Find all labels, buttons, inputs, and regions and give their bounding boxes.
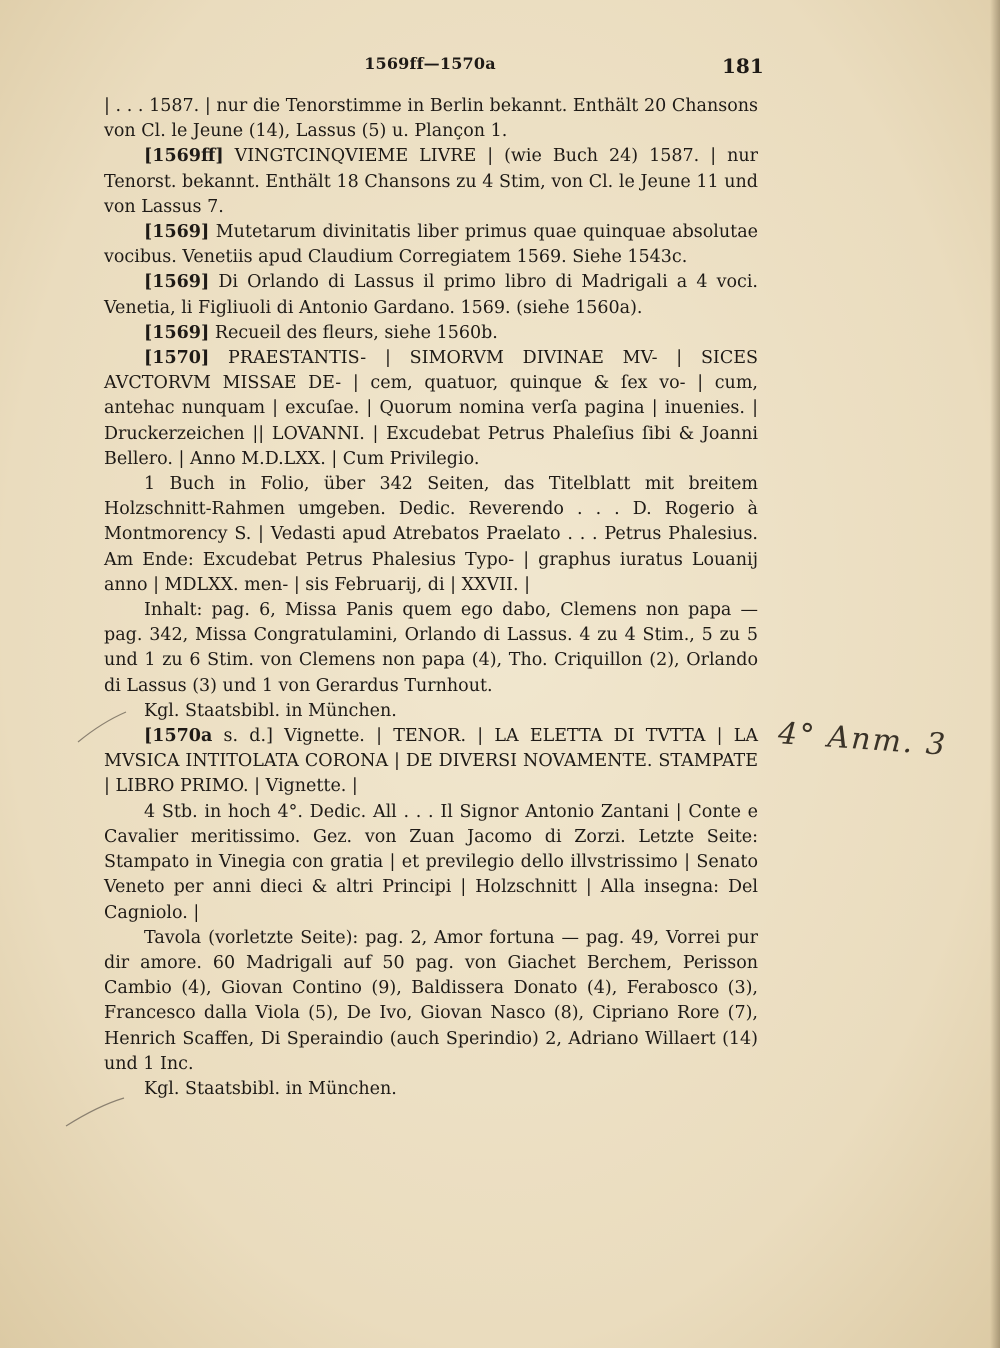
entry-1569-recueil <box>104 321 758 346</box>
entry-1569-lassus <box>104 270 758 320</box>
entry-key: [1570] <box>144 348 210 369</box>
entry-1570 <box>104 346 758 472</box>
entry-text: s. d.] Vignette. | TENOR. | LA ELETTA DI TVTTA | LA MVSICA INTITOLATA CORONA | DE DIVERSI NOVAMENTE. STAMPATE | LIBRO PRIMO. | Vignette. | <box>104 726 758 797</box>
entry-1569-mutetarum <box>104 220 758 270</box>
entry-text: PRAESTANTIS- | SIMORVM DIVINAE MV- | SICES AVCTORVM MISSAE DE- | cem, quatuor, quinque & ſex vo- | cum, antehac nunquam | excuſae. | Quorum nomina verſa pagina | inuenies. | Druckerzeichen || LOVANNI. | Excudebat Petrus Phaleſius ſibi & Joanni Bellero. | Anno M.D.LXX. | Cum Privilegio. <box>104 348 758 469</box>
entry-description: 1 Buch in Folio, über 342 Seiten, das Titelblatt mit breitem Holzschnitt-Rahmen umgeben. Dedic. Reverendo . . . D. Rogerio à Montmorency S. | Vedasti apud Atrebatos Praelato . . . Petrus Phalesius. Am Ende: Excudebat Petrus Phalesius Typo- | graphus iuratus Louanij anno | MDLXX. men- | sis Februarij, di | XXVII. | <box>104 474 758 595</box>
entry-contents: Inhalt: pag. 6, Missa Panis quem ego dabo, Clemens non papa — pag. 342, Missa Congratulamini, Orlando di Lassus. 4 zu 4 Stim., 5 zu 5 und 1 zu 6 Stim. von Clemens non papa (4), Tho. Criquillon (2), Orlando di Lassus (3) und 1 von Gerardus Turnhout. <box>104 600 758 696</box>
running-head: 1569ff—1570a <box>364 54 496 73</box>
entry-key: [1569] <box>144 322 210 343</box>
page-number: 181 <box>722 54 764 78</box>
entry-description: 4 Stb. in hoch 4°. Dedic. All . . . Il Signor Antonio Zantani | Conte e Cavalier meritissimo. Gez. von Zuan Jacomo di Zorzi. Letzte Seite: Stampato in Vinegia con gratia | et previlegio dello illvstrissimo | Senato Veneto per anni dieci & altri Principi | Holzschnitt | Alla insegna: Del Cagniolo. | <box>104 801 758 923</box>
entry-key: [1570a <box>144 726 213 747</box>
handwritten-margin-note: 4° Anm. 3 <box>776 716 949 763</box>
entry-continuation: | . . . 1587. | nur die Tenorstimme in Berlin bekannt. Enthält 20 Chansons von Cl. le Jeune (14), Lassus (5) u. Plançon 1. <box>104 96 758 142</box>
entry-text: Di Orlando di Lassus il primo libro di Madrigali a 4 voci. Venetia, li Figliuoli di Antonio Gardano. 1569. (siehe 1560a). <box>104 272 758 318</box>
entry-1569ff <box>104 144 758 220</box>
pencil-tick-mark <box>66 1098 124 1126</box>
entry-key: [1569] <box>144 272 210 293</box>
entry-text: Mutetarum divinitatis liber primus quae quinquae absolutae vocibus. Venetiis apud Claudium Corregiatem 1569. Siehe 1543c. <box>104 222 758 268</box>
entry-text: VINGTCINQVIEME LIVRE | (wie Buch 24) 1587. | nur Tenorst. bekannt. Enthält 18 Chansons zu 4 Stim, von Cl. le Jeune 11 und von Lassus 7. <box>104 146 758 217</box>
entry-1570a <box>104 724 758 800</box>
page-edge-shadow <box>990 0 1000 1348</box>
body-text <box>104 94 758 1102</box>
entry-key: [1569] <box>144 222 210 243</box>
entry-key: [1569ff] <box>144 146 224 167</box>
library-location: Kgl. Staatsbibl. in München. <box>144 700 397 721</box>
library-location: Kgl. Staatsbibl. in München. <box>144 1078 397 1099</box>
entry-contents: Tavola (vorletzte Seite): pag. 2, Amor fortuna — pag. 49, Vorrei pur dir amore. 60 Madrigali auf 50 pag. von Giachet Berchem, Perisson Cambio (4), Giovan Contino (9), Baldissera Donato (4), Ferabosco (3), Francesco dalla Viola (5), De Ivo, Giovan Nasco (8), Cipriano Rore (7), Henrich Scaffen, Di Speraindio (auch Sperindio) 2, Adriano Willaert (14) und 1 Inc. <box>104 927 758 1074</box>
entry-text: Recueil des fleurs, siehe 1560b. <box>209 322 498 343</box>
